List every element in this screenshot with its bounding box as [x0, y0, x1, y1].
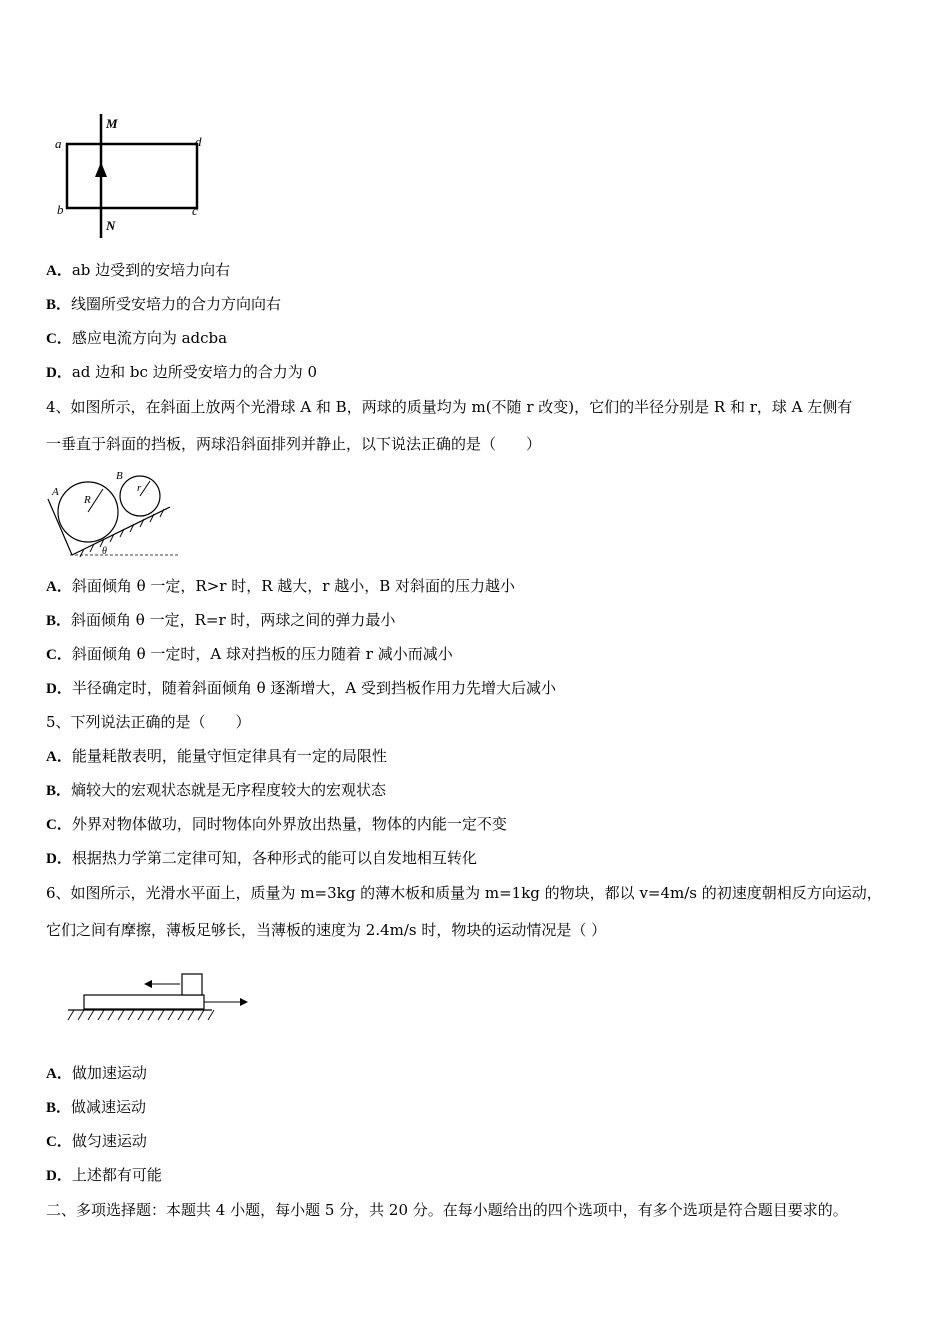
q4-option-a: A．斜面倾角 θ 一定，R>r 时，R 越大，r 越小，B 对斜面的压力越小 — [46, 577, 516, 595]
block — [182, 974, 202, 995]
ground-hatching — [68, 1010, 214, 1020]
label-c: c — [192, 203, 198, 218]
incline-surface — [72, 507, 170, 555]
q6-option-a: A．做加速运动 — [46, 1064, 147, 1082]
label-a: a — [55, 136, 62, 151]
q5-option-d: D．根据热力学第二定律可知，各种形式的能可以自发地相互转化 — [46, 849, 477, 867]
q3-option-c: C．感应电流方向为 adcba — [46, 329, 228, 347]
label-N: N — [106, 218, 116, 233]
q4-stem-line1: 4、如图所示，在斜面上放两个光滑球 A 和 B，两球的质量均为 m(不随 r 改变)，它们的半径分别是 R 和 r，球 A 左侧有 — [46, 398, 853, 416]
q4-option-c: C．斜面倾角 θ 一定时，A 球对挡板的压力随着 r 减小而减小 — [46, 645, 453, 663]
thin-board — [84, 995, 204, 1009]
q6-option-c: C．做匀速运动 — [46, 1132, 147, 1150]
coil-figure — [50, 110, 220, 245]
label-ball-B: B — [116, 470, 123, 482]
label-b: b — [57, 202, 64, 217]
q5-stem: 5、下列说法正确的是（ ） — [46, 713, 251, 731]
q4-option-b: B．斜面倾角 θ 一定，R=r 时，两球之间的弹力最小 — [46, 611, 396, 629]
q4-option-d: D．半径确定时，随着斜面倾角 θ 逐渐增大，A 受到挡板作用力先增大后减小 — [46, 679, 557, 697]
q5-option-a: A．能量耗散表明，能量守恒定律具有一定的局限性 — [46, 747, 387, 765]
q6-stem-line1: 6、如图所示，光滑水平面上，质量为 m=3kg 的薄木板和质量为 m=1kg 的物块，都以 v=4m/s 的初速度朝相反方向运动， — [46, 884, 882, 902]
q3-option-b: B．线圈所受安培力的合力方向向右 — [46, 295, 282, 313]
q3-option-a: A．ab 边受到的安培力向右 — [46, 261, 231, 279]
q3-option-d: D．ad 边和 bc 边所受安培力的合力为 0 — [46, 363, 318, 381]
label-r: r — [137, 482, 142, 494]
label-ball-A: A — [52, 486, 59, 498]
label-d: d — [195, 134, 202, 149]
baffle — [48, 499, 72, 555]
arrow-left-icon — [144, 980, 152, 988]
board-block-figure — [62, 968, 257, 1030]
radius-r — [140, 481, 150, 496]
coil-rectangle — [67, 144, 197, 208]
label-R: R — [84, 494, 91, 506]
q5-option-b: B．熵较大的宏观状态就是无序程度较大的宏观状态 — [46, 781, 387, 799]
current-arrow-icon — [95, 162, 107, 177]
q6-option-b: B．做减速运动 — [46, 1098, 147, 1116]
q4-stem-line2: 一垂直于斜面的挡板，两球沿斜面排列并静止，以下说法正确的是（ ） — [46, 435, 542, 453]
q6-stem-line2: 它们之间有摩擦，薄板足够长，当薄板的速度为 2.4m/s 时，物块的运动情况是（ ） — [46, 921, 607, 939]
arrow-right-icon — [240, 998, 248, 1006]
label-M: M — [106, 116, 118, 131]
balls-incline-figure — [40, 465, 185, 565]
q5-option-c: C．外界对物体做功，同时物体向外界放出热量，物体的内能一定不变 — [46, 815, 507, 833]
label-theta: θ — [102, 546, 107, 557]
q6-option-d: D．上述都有可能 — [46, 1166, 162, 1184]
section2-heading: 二、多项选择题：本题共 4 小题，每小题 5 分，共 20 分。在每小题给出的四个选项中，有多个选项是符合题目要求的。 — [46, 1201, 848, 1219]
